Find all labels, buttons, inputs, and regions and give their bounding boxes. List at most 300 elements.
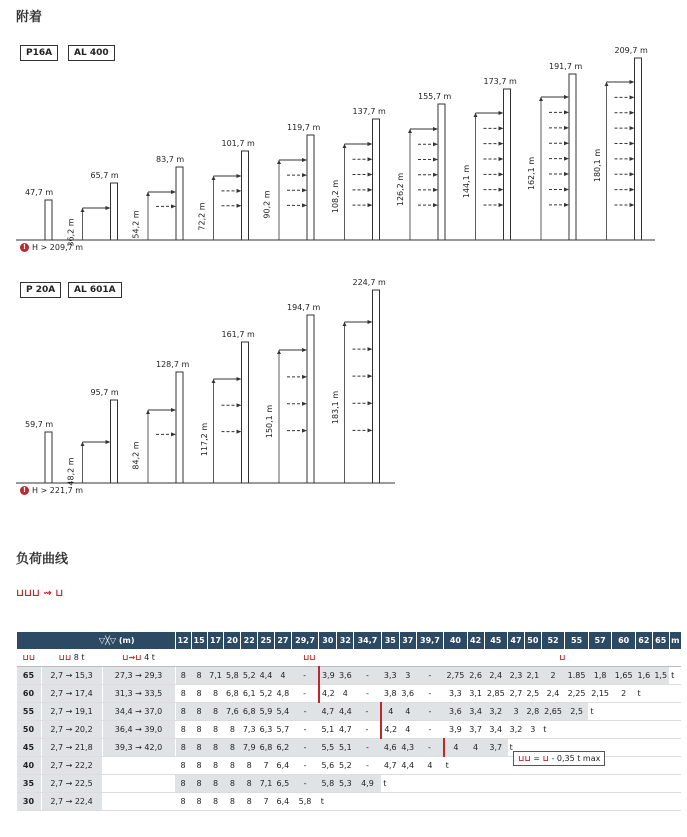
load-value-cell: 8 [207,757,224,775]
load-value-cell [669,739,681,757]
anchor-height-label: 72,2 m [197,202,207,231]
mast [373,290,380,483]
load-value-cell: - [354,757,381,775]
header-distance: 42 [467,632,484,649]
table-row [17,685,682,703]
load-value-cell: 2,65 [541,703,565,721]
load-value-cell: 1,8 [588,667,612,685]
anchor-arrowhead [630,80,635,84]
range-8t-cell: 2,7 → 22,4 [41,793,102,811]
anchor-arrowhead [433,157,438,161]
dimension-arrowhead [277,160,281,164]
sub-header-region-4fall [175,649,444,667]
anchor-height-label: 54,2 m [131,210,141,239]
load-value-cell: 3,2 [508,721,525,739]
anchor-arrowhead [302,173,307,177]
load-value-cell [467,775,484,793]
height-warning [20,486,83,495]
load-value-cell: 5,8 [291,793,318,811]
mast-height-label: 47,7 m [25,188,54,197]
load-value-cell: 5,1 [337,739,354,757]
load-value-cell: - [416,667,443,685]
load-value-cell: 4 [337,685,354,703]
range-4t-cell [102,793,175,811]
anchor-arrowhead [564,187,569,191]
load-value-cell: 6,3 [258,721,275,739]
tag-model: P16A [20,45,58,61]
range-8t-cell: 2,7 → 22,2 [41,757,102,775]
table-row [17,793,682,811]
load-value-cell: 3,2 [484,703,508,721]
load-value-cell [652,739,669,757]
header-distance: 47 [508,632,525,649]
load-value-cell: 5,8 [319,775,337,793]
load-value-cell: 2,15 [588,685,612,703]
anchor-arrowhead [630,203,635,207]
mast-height-label: 155,7 m [418,92,452,101]
anchor-arrowhead [368,347,373,351]
load-value-cell: 8 [175,685,191,703]
section-title-load-curve: 负荷曲线 [16,552,69,567]
load-value-cell [669,793,681,811]
jib-length-cell: 55 [17,703,42,721]
load-value-cell: 2,7 [508,685,525,703]
load-value-cell: - [416,685,443,703]
anchor-arrowhead [302,158,307,162]
anchor-arrowhead [564,126,569,130]
anchor-arrowhead [499,172,504,176]
load-value-cell: 1,65 [612,667,636,685]
load-value-cell: - [416,721,443,739]
anchoring-diagram-p16a [0,45,687,255]
header-distance: 45 [484,632,508,649]
range-4t-cell [102,775,175,793]
load-value-cell: 4 [399,721,416,739]
mast [111,400,118,483]
hook-4fall-icon: ⊔⊔ [22,653,36,662]
mast [635,58,642,240]
load-value-cell: 6,8 [224,685,241,703]
load-value-cell [652,793,669,811]
load-value-cell: 8 [191,793,207,811]
load-value-cell: 5,1 [319,721,337,739]
header-distance: 22 [241,632,258,649]
load-value-cell: 8 [191,739,207,757]
load-value-cell: 4,7 [337,721,354,739]
anchor-arrowhead [630,141,635,145]
hook-config-icon: ⊔⊔⊔ ⇝ ⊔ [16,588,64,599]
load-value-cell: 8 [224,739,241,757]
anchor-arrowhead [564,203,569,207]
load-value-cell: - [291,739,318,757]
load-value-cell: 2,5 [524,685,541,703]
load-value-cell: 5,2 [241,667,258,685]
header-distance: 25 [258,632,275,649]
anchor-arrowhead [499,203,504,207]
load-value-cell [484,757,508,775]
load-value-cell [635,775,652,793]
anchor-arrowhead [237,174,242,178]
mast-height-label: 59,7 m [25,420,54,429]
load-value-cell: 5,8 [224,667,241,685]
anchor-arrowhead [171,190,176,194]
sub-header-4t [102,649,175,667]
load-value-cell [612,793,636,811]
anchor-arrowhead [368,173,373,177]
load-value-cell: 7,1 [258,775,275,793]
load-value-cell: 4,2 [381,721,399,739]
anchor-arrowhead [237,189,242,193]
anchor-arrowhead [368,188,373,192]
header-distance: 29,7 [291,632,318,649]
load-value-cell: t [381,775,399,793]
load-value-cell: 8 [207,685,224,703]
load-value-cell: 1,5 [652,667,669,685]
load-value-cell: 3,6 [399,685,416,703]
load-value-cell: 3,7 [467,721,484,739]
load-value-cell [467,793,484,811]
capacity-8t: 8 t [73,653,85,662]
anchor-arrowhead [171,408,176,412]
load-value-cell: 3,4 [484,721,508,739]
load-value-cell: 7,6 [224,703,241,721]
load-value-cell [381,793,399,811]
load-value-cell: 7,3 [241,721,258,739]
load-value-cell: 8 [207,793,224,811]
anchor-arrowhead [171,432,176,436]
anchor-height-label: 84,2 m [131,440,141,470]
hook-change-icon: ⊔⇝⊔ [122,653,142,662]
anchor-arrowhead [630,126,635,130]
load-value-cell: 6,4 [274,757,291,775]
mast-height-label: 209,7 m [614,46,648,55]
load-value-cell [399,793,416,811]
mast-height-label: 95,7 m [90,388,119,397]
range-4t-cell: 27,3 → 29,3 [102,667,175,685]
header-distance: 52 [541,632,565,649]
dimension-arrowhead [343,144,347,148]
dimension-arrowhead [146,192,150,196]
load-value-cell: 3,3 [381,667,399,685]
header-distance: 39,7 [416,632,443,649]
mast [242,151,249,240]
anchor-arrowhead [433,127,438,131]
anchor-arrowhead [433,203,438,207]
load-value-cell: 8 [207,775,224,793]
dimension-arrowhead [539,97,543,101]
load-value-cell: 4,7 [319,703,337,721]
load-value-cell [652,775,669,793]
load-value-cell [635,721,652,739]
load-value-cell: 4 [274,667,291,685]
range-4t-cell [102,757,175,775]
load-chart-table [16,632,681,811]
range-8t-cell: 2,7 → 15,3 [41,667,102,685]
anchor-height-label: 90,2 m [262,190,272,219]
tag-anchor: AL 601A [68,282,122,298]
mast [45,200,52,240]
load-value-cell [612,721,636,739]
load-value-cell [635,793,652,811]
load-value-cell: 6,4 [274,793,291,811]
mast-height-label: 128,7 m [156,360,190,369]
header-distance: m [669,632,681,649]
mast-height-label: 224,7 m [352,278,386,287]
load-value-cell [541,793,565,811]
load-value-cell: 3 [524,721,541,739]
mast [45,432,52,483]
mast-height-label: 161,7 m [221,330,255,339]
dimension-arrowhead [81,208,85,212]
load-value-cell: 5,7 [274,721,291,739]
load-value-cell: 3,6 [444,703,468,721]
dimension-arrowhead [212,176,216,180]
anchor-arrowhead [630,157,635,161]
range-4t-cell: 34,4 → 37,0 [102,703,175,721]
anchor-height-label: 162,1 m [527,156,537,190]
table-row [17,703,682,721]
anchor-arrowhead [171,204,176,208]
mast [569,74,576,240]
load-value-cell [635,703,652,721]
load-value-cell: 8 [207,703,224,721]
load-value-cell: 4,8 [274,685,291,703]
load-value-cell [669,775,681,793]
load-value-cell: - [416,739,443,757]
range-8t-cell: 2,7 → 17,4 [41,685,102,703]
anchor-arrowhead [106,206,111,210]
table-row [17,775,682,793]
header-unit: (m) [118,636,135,645]
range-4t-cell: 39,3 → 42,0 [102,739,175,757]
dimension-arrowhead [81,442,85,446]
load-value-cell: - [416,703,443,721]
mast [176,372,183,483]
load-value-cell: 8 [207,721,224,739]
load-value-cell [416,775,443,793]
header-distance: 37 [399,632,416,649]
sub-header-8t [41,649,102,667]
mast [504,89,511,240]
anchor-arrowhead [368,142,373,146]
jib-length-cell: 50 [17,721,42,739]
load-value-cell: 8 [191,685,207,703]
range-4t-cell: 36,4 → 39,0 [102,721,175,739]
load-value-cell [652,721,669,739]
mast-height-label: 194,7 m [287,303,321,312]
load-value-cell [652,703,669,721]
load-value-cell: 5,4 [274,703,291,721]
load-value-cell [612,757,636,775]
load-value-cell: 1,6 [635,667,652,685]
load-value-cell: 4,3 [399,739,416,757]
load-value-cell: 2,4 [541,685,565,703]
jib-length-cell: 60 [17,685,42,703]
load-value-cell [588,793,612,811]
header-distance: 55 [565,632,589,649]
dimension-arrowhead [146,410,150,414]
load-value-cell: 8 [224,775,241,793]
load-value-cell [541,775,565,793]
mast [176,167,183,240]
dimension-arrowhead [605,82,609,86]
mast-height-label: 137,7 m [352,107,386,116]
load-value-cell: 4,6 [381,739,399,757]
load-value-cell: 8 [224,757,241,775]
load-value-cell [399,775,416,793]
load-value-cell [508,793,525,811]
load-value-cell [588,775,612,793]
load-value-cell: 8 [175,757,191,775]
load-value-cell [652,685,669,703]
diagram-p16a-graphics [0,45,687,255]
load-value-cell: 2,4 [484,667,508,685]
load-value-cell: 2 [612,685,636,703]
load-value-cell [565,775,589,793]
load-value-cell: 5,2 [337,757,354,775]
warning-text: H > 221,7 m [32,486,84,495]
load-value-cell: 8 [191,775,207,793]
load-value-cell: 2,6 [467,667,484,685]
header-distance: 30 [319,632,337,649]
anchor-arrowhead [499,126,504,130]
load-value-cell: 7,1 [207,667,224,685]
anchor-arrowhead [499,142,504,146]
load-value-cell: - [291,775,318,793]
load-value-cell [565,793,589,811]
load-value-cell: 8 [175,739,191,757]
anchor-height-label: 183,1 m [330,390,340,424]
load-value-cell: - [354,685,381,703]
anchor-height-label: 150,1 m [265,404,275,438]
mast-height-label: 119,7 m [287,123,321,132]
load-value-cell: - [354,667,381,685]
header-distance: 34,7 [354,632,381,649]
header-jib-length [17,632,176,649]
header-distance: 65 [652,632,669,649]
load-value-cell [588,721,612,739]
mast-height-label: 173,7 m [483,77,517,86]
load-value-cell: 4,2 [319,685,337,703]
anchor-arrowhead [237,204,242,208]
anchor-arrowhead [630,172,635,176]
load-value-cell: 4 [381,703,399,721]
anchor-arrowhead [564,95,569,99]
load-value-cell: 5,2 [258,685,275,703]
load-value-cell: 7 [258,757,275,775]
load-value-cell: - [354,703,381,721]
load-value-cell: 8 [241,775,258,793]
dimension-arrowhead [343,322,347,326]
load-value-cell: 3,7 [484,739,508,757]
range-8t-cell: 2,7 → 20,2 [41,721,102,739]
mast [242,342,249,483]
load-value-cell: 4 [399,703,416,721]
hook-4fall-icon: ⊔⊔ [302,653,316,662]
header-distance: 17 [207,632,224,649]
anchor-arrowhead [368,203,373,207]
load-value-cell: t [319,793,337,811]
mast [307,135,314,240]
jib-length-cell: 35 [17,775,42,793]
load-value-cell: 3,6 [337,667,354,685]
header-distance: 20 [224,632,241,649]
header-distance: 32 [337,632,354,649]
load-value-cell: 4,7 [381,757,399,775]
section-title-anchoring: 附着 [16,10,43,25]
hook-2fall-icon: ⊔ [559,653,566,662]
load-value-cell [669,757,681,775]
header-distance: 57 [588,632,612,649]
anchor-arrowhead [302,429,307,433]
load-value-cell: t [444,757,468,775]
load-value-cell: 8 [175,775,191,793]
load-value-cell: 3,8 [381,685,399,703]
anchor-height-label: 108,2 m [330,179,340,214]
mast-height-label: 65,7 m [90,171,119,180]
anchor-arrowhead [237,430,242,434]
anchor-arrowhead [237,377,242,381]
load-value-cell: 8 [175,703,191,721]
dimension-arrowhead [408,129,412,133]
hook-icon: ⊔ [542,754,549,763]
load-value-cell [612,775,636,793]
load-value-cell [524,793,541,811]
jib-length-cell: 30 [17,793,42,811]
header-distance: 27 [274,632,291,649]
load-value-cell [669,685,681,703]
anchor-arrowhead [302,375,307,379]
mast [438,104,445,240]
range-8t-cell: 2,7 → 21,8 [41,739,102,757]
load-value-cell: t [508,739,525,757]
load-value-cell: 3,4 [467,703,484,721]
load-value-cell [444,775,468,793]
load-value-cell [635,757,652,775]
anchor-arrowhead [302,203,307,207]
height-warning [20,243,83,252]
load-value-cell: - [291,667,318,685]
jib-length-cell: 40 [17,757,42,775]
load-value-cell: 4,9 [354,775,381,793]
load-value-cell: - [291,703,318,721]
load-value-cell: 5,5 [319,739,337,757]
load-value-cell: t [541,721,565,739]
anchor-arrowhead [302,402,307,406]
anchor-arrowhead [368,157,373,161]
mast [307,315,314,483]
warning-text: H > 209,7 m [32,243,84,252]
load-value-cell: 3,9 [319,667,337,685]
load-value-cell: 5,3 [337,775,354,793]
load-value-cell: 4,4 [258,667,275,685]
load-value-cell [337,793,354,811]
mast-height-label: 83,7 m [156,155,185,164]
jib-length-cell: 65 [17,667,42,685]
load-value-cell: - [291,721,318,739]
load-value-cell: 3,3 [444,685,468,703]
anchor-arrowhead [433,173,438,177]
mast [373,119,380,240]
load-value-cell: t [588,703,612,721]
anchor-arrowhead [499,157,504,161]
load-value-cell: - [354,739,381,757]
capacity-4t: 4 t [144,653,155,662]
anchor-arrowhead [630,188,635,192]
load-value-cell: t [635,685,652,703]
table-row [17,721,682,739]
mast [111,183,118,240]
